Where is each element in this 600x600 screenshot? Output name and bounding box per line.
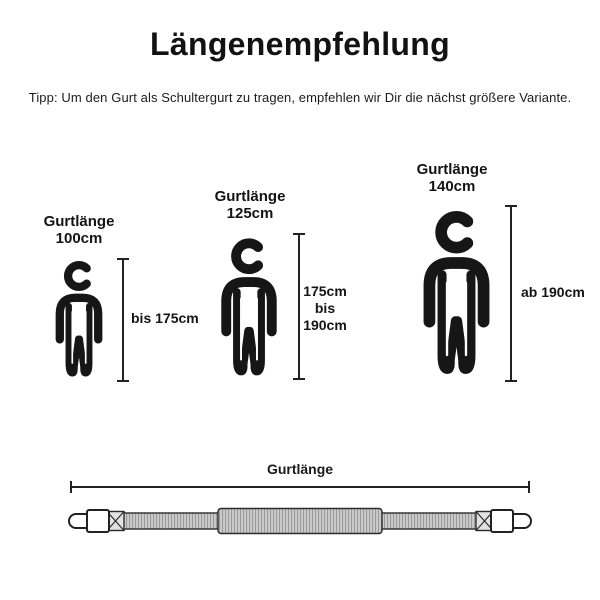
person-icon [47,258,111,383]
figure1-belt-length-label [9,213,149,247]
belt-measure-line-icon [70,486,530,488]
figure3-belt-length-label [382,161,522,195]
height-measure-line-icon [122,258,124,382]
figure2-range-line1: 175cm [303,283,347,299]
belt-left-buckle [87,510,109,532]
belt-center-pad [218,509,382,534]
figure1-label-line2: 100cm [55,230,103,247]
figure2-label-line2: 125cm [226,205,274,222]
height-measure-line-icon [510,205,512,382]
figure2-range-line3: 190cm [303,317,347,333]
person-icon [411,207,502,383]
figure3-label-line2: 140cm [428,178,476,195]
figure3-label-line1: Gurtlänge [416,161,488,178]
person-icon [211,235,287,383]
figure1-label-line1: Gurtlänge [43,213,115,230]
belt-right-buckle [491,510,513,532]
belt-strap-icon [68,504,532,538]
belt-length-label: Gurtlänge [266,461,334,477]
figure3-height-range: ab 190cm [521,284,585,300]
figure2-range-line2: bis [314,300,336,316]
figure2-belt-length-label [180,188,320,222]
figure2-height-range [285,283,365,334]
tip-text: Tipp: Um den Gurt als Schultergurt zu tragen, empfehlen wir Dir die nächst größere Variante. [28,90,572,105]
figure1-height-range: bis 175cm [131,310,199,326]
figure2-label-line1: Gurtlänge [214,188,286,205]
page-title: Längenempfehlung [150,26,450,62]
